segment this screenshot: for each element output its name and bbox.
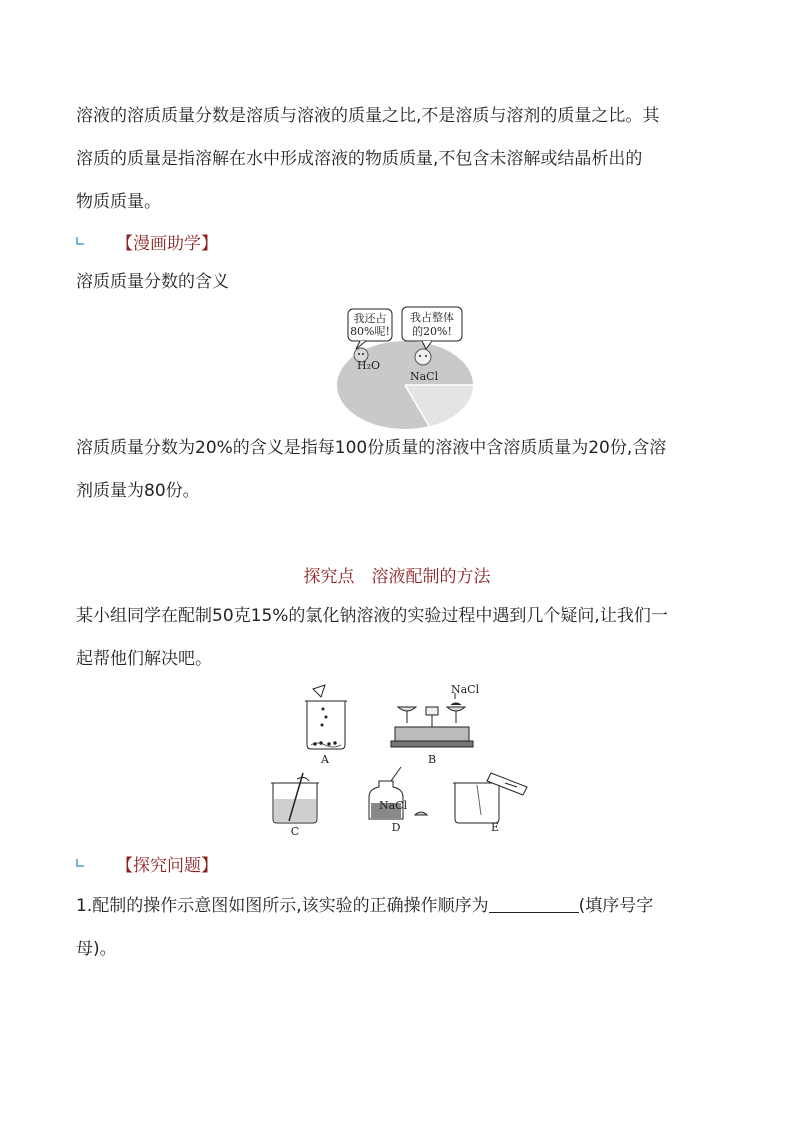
balance-salt-label: NaCl — [451, 683, 480, 696]
salt-bubble-line: 我占整体 — [410, 311, 454, 324]
meaning-paragraph — [76, 427, 726, 513]
apparatus-figure — [255, 683, 545, 835]
comic-caption-text: 溶质质量分数的含义 — [76, 272, 229, 292]
water-label: H₂O — [357, 359, 381, 372]
question-text-after: (填序号字 — [578, 896, 654, 916]
step-label: A — [321, 753, 329, 766]
question-1 — [76, 885, 726, 971]
bullet-icon — [76, 236, 86, 246]
step-label: B — [427, 753, 437, 766]
comic-pie-figure — [330, 305, 480, 430]
answer-blank[interactable] — [489, 894, 579, 913]
step-label: D — [391, 821, 401, 834]
intro-line: 物质质量。 — [76, 192, 161, 212]
bullet-icon — [76, 858, 86, 868]
comic-heading — [76, 229, 218, 253]
salt-crystal-character-icon — [415, 349, 431, 365]
step-c-stirring-icon — [271, 773, 319, 823]
scenario-line: 某小组同学在配制50克15%的氯化钠溶液的实验过程中遇到几个疑问,让我们一 — [76, 606, 668, 626]
step-e-cylinder-pouring-icon — [453, 773, 527, 823]
comic-caption — [76, 261, 726, 304]
scenario-paragraph — [76, 595, 726, 681]
question-heading — [76, 851, 218, 875]
comic-heading-text: 【漫画助学】 — [116, 233, 218, 254]
question-text-before: 1.配制的操作示意图如图所示,该实验的正确操作顺序为 — [76, 896, 489, 916]
meaning-line: 溶质质量分数为20%的含义是指每100份质量的溶液中含溶质质量为20份,含溶 — [76, 438, 667, 458]
salt-bubble-line: 的20%! — [412, 325, 452, 338]
step-a-pouring-icon — [305, 685, 347, 749]
intro-line: 溶液的溶质质量分数是溶质与溶液的质量之比,不是溶质与溶剂的质量之比。其 — [76, 106, 660, 126]
water-bubble-line: 我还占 — [353, 312, 387, 325]
intro-paragraph — [76, 95, 726, 224]
step-label: E — [490, 821, 500, 834]
question-line — [76, 885, 726, 928]
question-heading-text: 【探究问题】 — [116, 855, 218, 876]
intro-line: 溶质的质量是指溶解在水中形成溶液的物质质量,不包含未溶解或结晶析出的 — [76, 149, 643, 169]
salt-label: NaCl — [410, 370, 439, 383]
step-b-balance-icon — [391, 693, 473, 747]
section-title: 探究点 溶液配制的方法 — [303, 567, 491, 587]
scenario-line: 起帮他们解决吧。 — [76, 649, 212, 669]
step-label: C — [290, 825, 300, 835]
water-bubble-line: 80%呢! — [350, 325, 390, 338]
meaning-line: 剂质量为80份。 — [76, 481, 200, 501]
bottle-salt-label: NaCl — [379, 799, 408, 812]
question-line: 母)。 — [76, 939, 117, 959]
